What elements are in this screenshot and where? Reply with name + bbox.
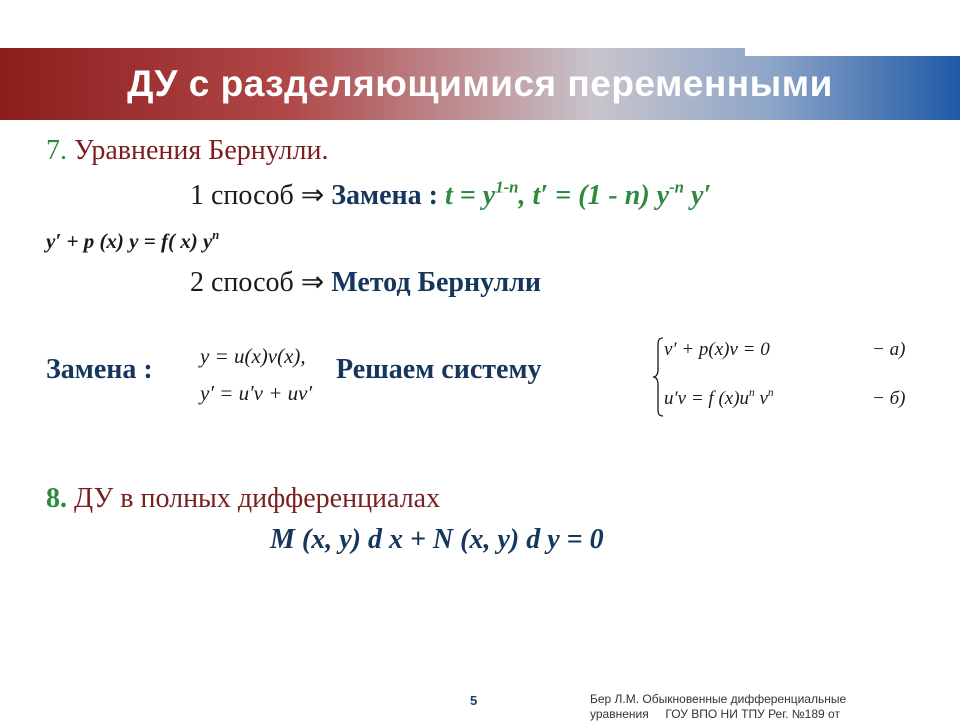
way1-label: 1 способ [190,180,294,211]
system-row2-tag: − б) [872,388,906,409]
slide-title: ДУ с разделяющимися переменными [127,63,833,104]
substitution-line1: y = u(x)v(x), [200,344,306,368]
way2-label: 2 способ [190,267,294,298]
page-number: 5 [470,693,478,708]
system-brace-icon [652,337,664,417]
system-row2-equation: u′v = f $(x)u^n$ $v^n$ [664,387,774,409]
implies-arrow-icon: ⇒ [300,180,325,211]
system-row1-tag: − а) [872,339,906,360]
footer-line2: уравнения ГОУ ВПО НИ ТПУ Рег. №189 от [590,707,840,721]
footer-citation [590,692,846,722]
implies-arrow-icon: ⇒ [300,267,325,298]
way2-line [190,265,541,299]
item7-number: 7. [46,135,67,166]
item8-title: ДУ в полных дифференциалах [74,483,441,514]
solve-system-label: Решаем систему [336,354,542,385]
bernoulli-equation: y′ + p (x) y = f( x) $y^n$ [46,228,220,253]
way1-formula: $t = y^{1-n}$, t′ = (1 - n) $y^{-n}$ y′ [445,177,712,211]
item8-equation: M (x, y) d x + N (x, y) d y = 0 [270,524,604,555]
footer-line1: Бер Л.М. Обыкновенные дифференциальные [590,692,847,706]
way2-method: Метод Бернулли [331,267,541,298]
item7-title: Уравнения Бернулли. [74,135,329,166]
system-row1-equation: v′ + p(x)v = 0 [664,339,770,360]
item8-number: 8. [46,483,67,514]
way1-subst-label: Замена : [331,180,439,211]
item7-heading [46,135,328,167]
substitution-line2: y′ = u′v + uv′ [200,381,313,405]
item8-heading [46,483,440,515]
way1-line [190,178,711,212]
substitution-label: Замена : [46,354,153,385]
